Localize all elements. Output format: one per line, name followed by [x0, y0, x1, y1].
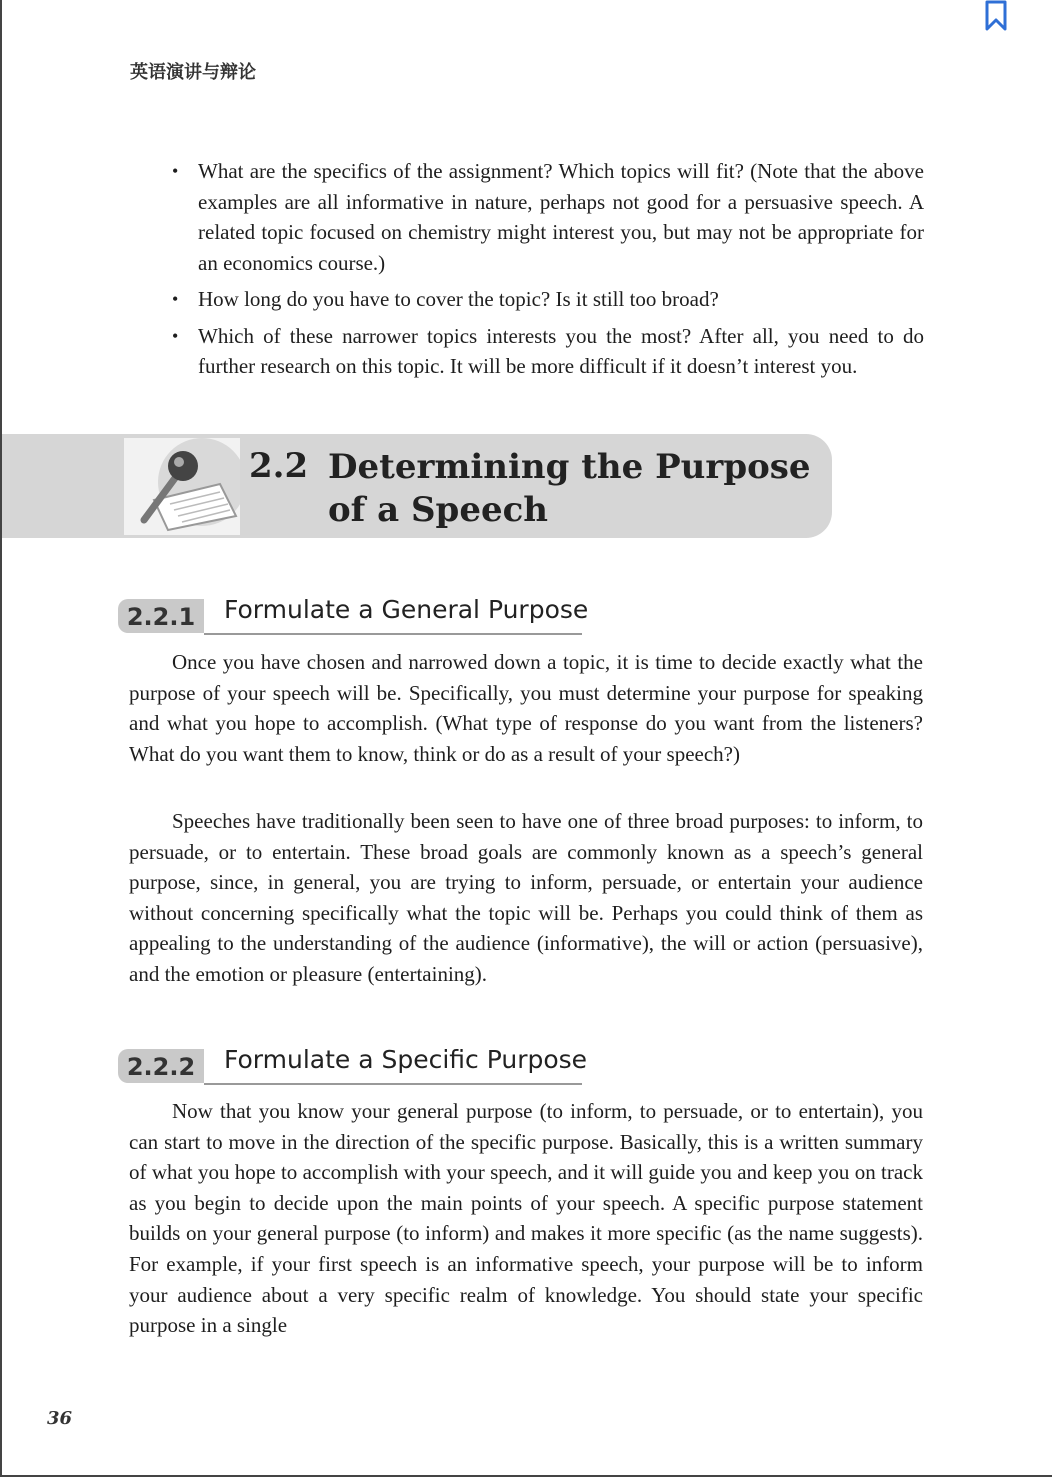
list-item: • How long do you have to cover the topic? Is it still too broad?: [172, 284, 924, 315]
list-item: • Which of these narrower topics interests you the most? After all, you need to do further research on this topic. It will be more difficult if it doesn’t interest you.: [172, 321, 924, 382]
section-title: Determining the Purpose of a Speech: [328, 447, 811, 530]
heading-underline: [204, 633, 582, 635]
subsection-number: 2.2.1: [118, 599, 204, 633]
bullet-icon: •: [172, 325, 179, 346]
paragraph: Speeches have traditionally been seen to have one of three broad purposes: to inform, to persuade, or to entertain. These broad goals are commonly known as a speech’s general purpose, since, in general, you are trying to inform, persuade, or entertain your audience without concerning specifically what the topic will be. Perhaps you could think of them as appealing to the understanding of the audience (informative), the will or action (persuasive), and the emotion or pleasure (entertaining).: [129, 809, 923, 986]
subsection-title: Formulate a Specific Purpose: [224, 1045, 588, 1074]
list-item: • What are the specifics of the assignment? Which topics will fit? (Note that the above examples are all informative in nature, perhaps not good for a persuasive speech. A related topic focused on chemistry might interest you, but may not be appropriate for an economics course.): [172, 156, 924, 278]
page-number: 36: [47, 1408, 73, 1429]
subsection-title: Formulate a General Purpose: [224, 595, 589, 624]
bullet-list: [172, 156, 924, 388]
bookmark-icon[interactable]: [983, 0, 1009, 32]
paragraph: Now that you know your general purpose (to inform, to persuade, or to entertain), you can start to move in the direction of the specific purpose. Basically, this is a written summary of what you hope to accomplish with your speech, and it will guide you and keep you on track as you begin to decide upon the main points of your speech. A specific purpose statement builds on your general purpose (to inform) and makes it more specific (as the name suggests). For example, if your first speech is an informative speech, your purpose will be to inform your audience about a very specific realm of knowledge. You should state your specific purpose in a single: [129, 1099, 923, 1338]
section-number: 2.2: [249, 446, 309, 486]
subsection-number: 2.2.2: [118, 1049, 204, 1083]
running-head-title: 英语演讲与辩论: [130, 62, 256, 83]
microphone-icon: [124, 438, 240, 535]
heading-underline: [204, 1083, 582, 1085]
paragraph: Once you have chosen and narrowed down a topic, it is time to decide exactly what the purpose of your speech will be. Specifically, you must determine your purpose for speaking and what you hope to accomplish. (What type of response do you want from the listeners? What do you want them to know, think or do as a result of your speech?): [129, 650, 923, 766]
bullet-icon: •: [172, 161, 179, 181]
bullet-icon: •: [172, 289, 179, 309]
